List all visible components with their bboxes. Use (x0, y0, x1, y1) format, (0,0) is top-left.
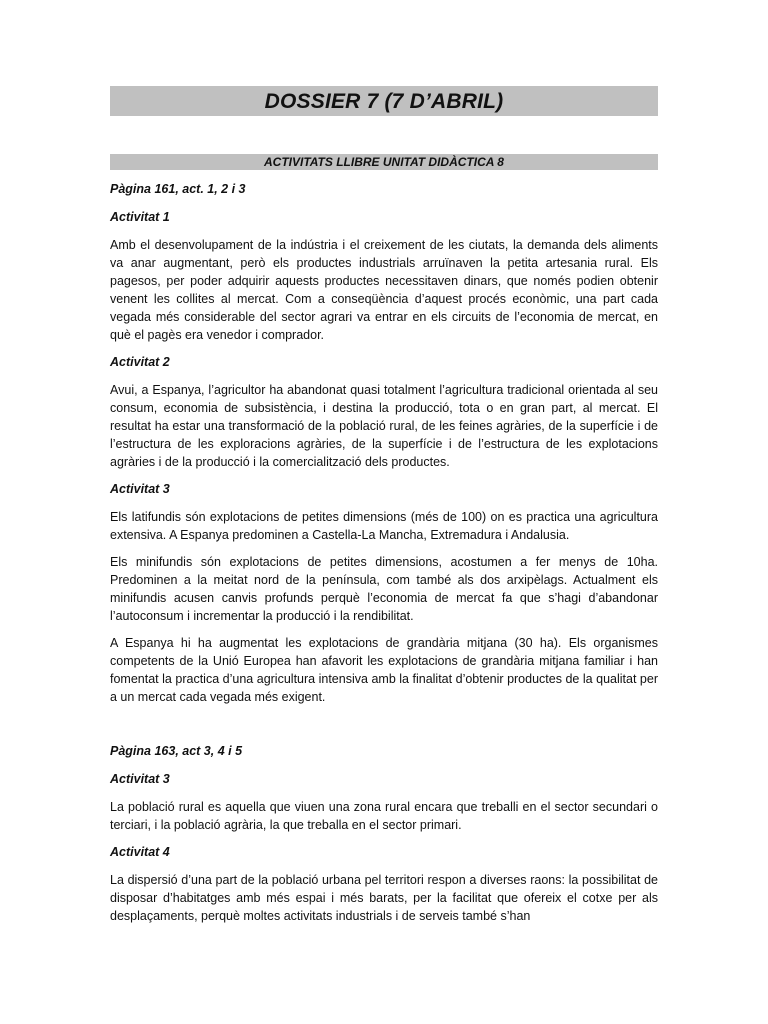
b-activity-3-heading: Activitat 3 (110, 772, 170, 786)
page-reference-161: Pàgina 161, act. 1, 2 i 3 (110, 182, 246, 196)
b-activity-4-text: La dispersió d’una part de la població urbana pel territori respon a diverses raons: la possibilitat de disposar d’habitatges amb més espai i més barats, per la facilitat que ofereix el cotxe per als desplaçaments, perquè moltes activitats industrials i de serveis també s’han (110, 873, 658, 923)
page-reference-163: Pàgina 163, act 3, 4 i 5 (110, 744, 243, 758)
activity-2-heading: Activitat 2 (110, 355, 170, 369)
activity-3-heading: Activitat 3 (110, 482, 170, 496)
activity-3-latifundis-text: Els latifundis són explotacions de petites dimensions (més de 100) on es practica una agricultura extensiva. A Espanya predominen a Castella-La Mancha, Extremadura i Andalusia. (110, 510, 658, 542)
activity-2-text: Avui, a Espanya, l’agricultor ha abandonat quasi totalment l’agricultura tradicional orientada al seu consum, economia de subsistència, i destina la producció, tota o en gran part, al mercat. El resultat ha estar una transformació de la població rural, de les feines agràries, de la superfície i de l’estructura de les exploracions agràries, de la superfície i de l’estructura de les explotacions agràries i de la producció i la comercialització dels productes. (110, 383, 658, 469)
activity-1-text: Amb el desenvolupament de la indústria i el creixement de les ciutats, la demanda dels aliments va anar augmentant, però els productes industrials arruïnaven la petita artesania rural. Els pagesos, per poder adquirir aquests productes necessitaven dinars, que només podien obtenir venent les collites al mercat. Com a conseqüència d’aquest procés econòmic, una part cada vegada més considerable del sector agrari va entrar en els circuits de l’economia de mercat, en què el pagès era venedor i comprador. (110, 238, 658, 342)
activity-1-heading: Activitat 1 (110, 210, 170, 224)
section-title: ACTIVITATS LLIBRE UNITAT DIDÀCTICA 8 (110, 154, 658, 170)
document-page (110, 86, 658, 925)
activity-3-minifundis-text: Els minifundis són explotacions de petites dimensions, acostumen a fer menys de 10ha. Predominen a la meitat nord de la península, com també als dos arxipèlags. Actualment els minifundis acusen canvis profunds perquè l’economia de mercat fa que s’hagi d’abandonar l’autoconsum i incrementar la producció i la rendibilitat. (110, 555, 658, 623)
document-title: DOSSIER 7 (7 D’ABRIL) (110, 86, 658, 116)
b-activity-4-heading: Activitat 4 (110, 845, 170, 859)
b-activity-3-text: La població rural es aquella que viuen una zona rural encara que treballi en el sector secundari o terciari, i la població agrària, la que treballa en el sector primari. (110, 800, 658, 832)
activity-3-mitjana-text: A Espanya hi ha augmentat les explotacions de grandària mitjana (30 ha). Els organismes competents de la Unió Europea han afavorit les explotacions de grandària mitjana familiar i han fomentat la practica d’una agricultura intensiva amb la finalitat d’obtenir productes de la qualitat per a un mercat cada vegada més exigent. (110, 636, 658, 704)
